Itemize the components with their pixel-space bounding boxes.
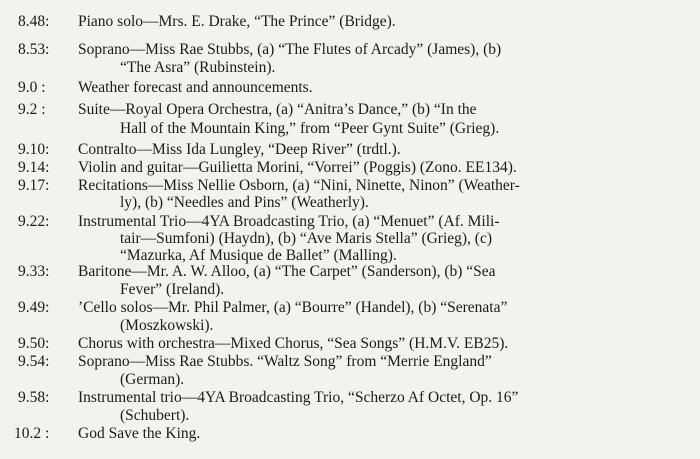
- entry-text: ’Cello solos—Mr. Phil Palmer, (a) “Bourre” (Handel), (b) “Serenata”: [78, 299, 508, 316]
- entry-text: Soprano—Miss Rae Stubbs, (a) “The Flutes of Arcady” (James), (b): [78, 41, 502, 58]
- entry-text: Chorus with orchestra—Mixed Chorus, “Sea Songs” (H.M.V. EB25).: [78, 335, 509, 352]
- entry-time: 9.22:: [18, 213, 50, 230]
- entry-text: Piano solo—Mrs. E. Drake, “The Prince” (Bridge).: [78, 13, 396, 30]
- entry-text: Baritone—Mr. A. W. Alloo, (a) “The Carpet” (Sanderson), (b) “Sea: [78, 263, 496, 280]
- entry-text-continued: (German).: [120, 371, 185, 388]
- entry-text-continued: “Mazurka, Af Musique de Ballet” (Malling).: [120, 247, 397, 264]
- entry-time: 9.14:: [18, 159, 50, 176]
- entry-text-continued: ly), (b) “Needles and Pins” (Weatherly).: [120, 194, 369, 211]
- entry-time: 9.2 :: [18, 101, 46, 118]
- entry-text-continued: tair—Sumfoni) (Haydn), (b) “Ave Maris Stella” (Grieg), (c): [120, 230, 493, 247]
- entry-text-continued: “The Asra” (Rubinstein).: [120, 59, 276, 76]
- entry-text: Suite—Royal Opera Orchestra, (a) “Anitra’s Dance,” (b) “In the: [78, 101, 477, 118]
- entry-text: Contralto—Miss Ida Lungley, “Deep River” (trdtl.).: [78, 141, 401, 158]
- entry-time: 9.58:: [18, 389, 50, 406]
- entry-time: 10.2 :: [14, 425, 50, 442]
- entry-time: 9.49:: [18, 299, 50, 316]
- entry-time: 8.48:: [18, 13, 50, 30]
- entry-time: 9.10:: [18, 141, 50, 158]
- entry-time: 9.54:: [18, 353, 50, 370]
- entry-text-continued: (Moszkowski).: [120, 317, 214, 334]
- entry-time: 9.0 :: [18, 79, 46, 96]
- entry-text-continued: Hall of the Mountain King,” from “Peer Gynt Suite” (Grieg).: [120, 120, 500, 137]
- entry-text: God Save the King.: [78, 425, 201, 442]
- entry-text-continued: (Schubert).: [120, 407, 190, 424]
- entry-text: Instrumental Trio—4YA Broadcasting Trio, (a) “Menuet” (Af. Mili-: [78, 213, 500, 230]
- entry-text: Violin and guitar—Guilietta Morini, “Vorrei” (Poggis) (Zono. EE134).: [78, 159, 517, 176]
- entry-time: 9.33:: [18, 263, 50, 280]
- entry-text-continued: Fever” (Ireland).: [120, 281, 225, 298]
- entry-time: 9.50:: [18, 335, 50, 352]
- entry-text: Weather forecast and announcements.: [78, 79, 313, 96]
- entry-text: Soprano—Miss Rae Stubbs. “Waltz Song” from “Merrie England”: [78, 353, 492, 370]
- entry-time: 8.53:: [18, 41, 50, 58]
- entry-text: Recitations—Miss Nellie Osborn, (a) “Nini, Ninette, Ninon” (Weather-: [78, 177, 520, 194]
- entry-text: Instrumental trio—4YA Broadcasting Trio, “Scherzo Af Octet, Op. 16”: [78, 389, 519, 406]
- entry-time: 9.17:: [18, 177, 50, 194]
